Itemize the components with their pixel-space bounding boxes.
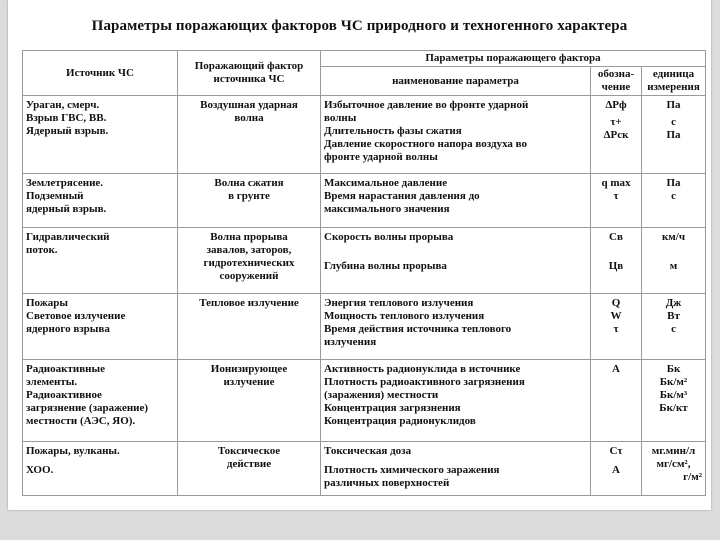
params-cell: Максимальное давление Время нарастания давления до максимального значения xyxy=(321,174,591,228)
unit-cell: км/ч м xyxy=(642,228,706,294)
unit-cell: Бк Бк/м² Бк/м³ Бк/кт xyxy=(642,360,706,442)
table-row xyxy=(23,442,706,496)
factor-cell: Тепловое излучение xyxy=(178,294,321,360)
unit-cell: Па с Па xyxy=(642,96,706,174)
params-cell: Токсическая доза Плотность химического заражения различных поверхностей xyxy=(321,442,591,496)
source-cell: Ураган, смерч. Взрыв ГВС, ВВ. Ядерный взрыв. xyxy=(23,96,178,174)
symbol-cell: Cв Цв xyxy=(591,228,642,294)
source-cell: Землетрясение. Подземный ядерный взрыв. xyxy=(23,174,178,228)
source-cell: Гидравлический поток. xyxy=(23,228,178,294)
factor-cell: Токсическое действие xyxy=(178,442,321,496)
table-row xyxy=(23,96,706,174)
params-cell: Энергия теплового излучения Мощность теплового излучения Время действия источника теплового излучения xyxy=(321,294,591,360)
header-param-name: наименование параметра xyxy=(321,67,591,96)
symbol-cell: ΔPф τ+ ΔPск xyxy=(591,96,642,174)
table-row xyxy=(23,360,706,442)
header-source: Источник ЧС xyxy=(23,51,178,96)
table-row xyxy=(23,174,706,228)
params-cell: Активность радионуклида в источнике Плотность радиоактивного загрязнения (заражения) местности Концентрация загрязнения Концентрация радионуклидов xyxy=(321,360,591,442)
source-cell: Радиоактивные элементы. Радиоактивное загрязнение (заражение) местности (АЭС, ЯО). xyxy=(23,360,178,442)
header-row-1 xyxy=(23,51,706,67)
source-cell: Пожары Световое излучение ядерного взрыва xyxy=(23,294,178,360)
symbol-cell: Q W τ xyxy=(591,294,642,360)
params-cell: Скорость волны прорыва Глубина волны прорыва xyxy=(321,228,591,294)
slide-frame xyxy=(8,0,711,510)
hazard-parameters-table xyxy=(22,50,706,496)
factor-cell: Волна сжатия в грунте xyxy=(178,174,321,228)
symbol-cell: q max τ xyxy=(591,174,642,228)
header-designation: обозна- чение xyxy=(591,67,642,96)
header-unit: единица измерения xyxy=(642,67,706,96)
symbol-cell: Cτ A xyxy=(591,442,642,496)
factor-cell: Ионизирующее излучение xyxy=(178,360,321,442)
header-factor: Поражающий фактор источника ЧС xyxy=(178,51,321,96)
header-params-group: Параметры поражающего фактора xyxy=(321,51,706,67)
table-row xyxy=(23,228,706,294)
unit-cell: мг.мин/л мг/см², г/м² xyxy=(642,442,706,496)
page-title: Параметры поражающих факторов ЧС природного и техногенного характера xyxy=(91,18,628,34)
factor-cell: Волна прорыва завалов, заторов, гидротехнических сооружений xyxy=(178,228,321,294)
factor-cell: Воздушная ударная волна xyxy=(178,96,321,174)
params-cell: Избыточное давление во фронте ударной волны Длительность фазы сжатия Давление скоростного напора воздуха во фронте ударной волны xyxy=(321,96,591,174)
unit-cell: Па с xyxy=(642,174,706,228)
symbol-cell: A xyxy=(591,360,642,442)
table-row xyxy=(23,294,706,360)
source-cell: Пожары, вулканы. ХОО. xyxy=(23,442,178,496)
unit-cell: Дж Вт с xyxy=(642,294,706,360)
